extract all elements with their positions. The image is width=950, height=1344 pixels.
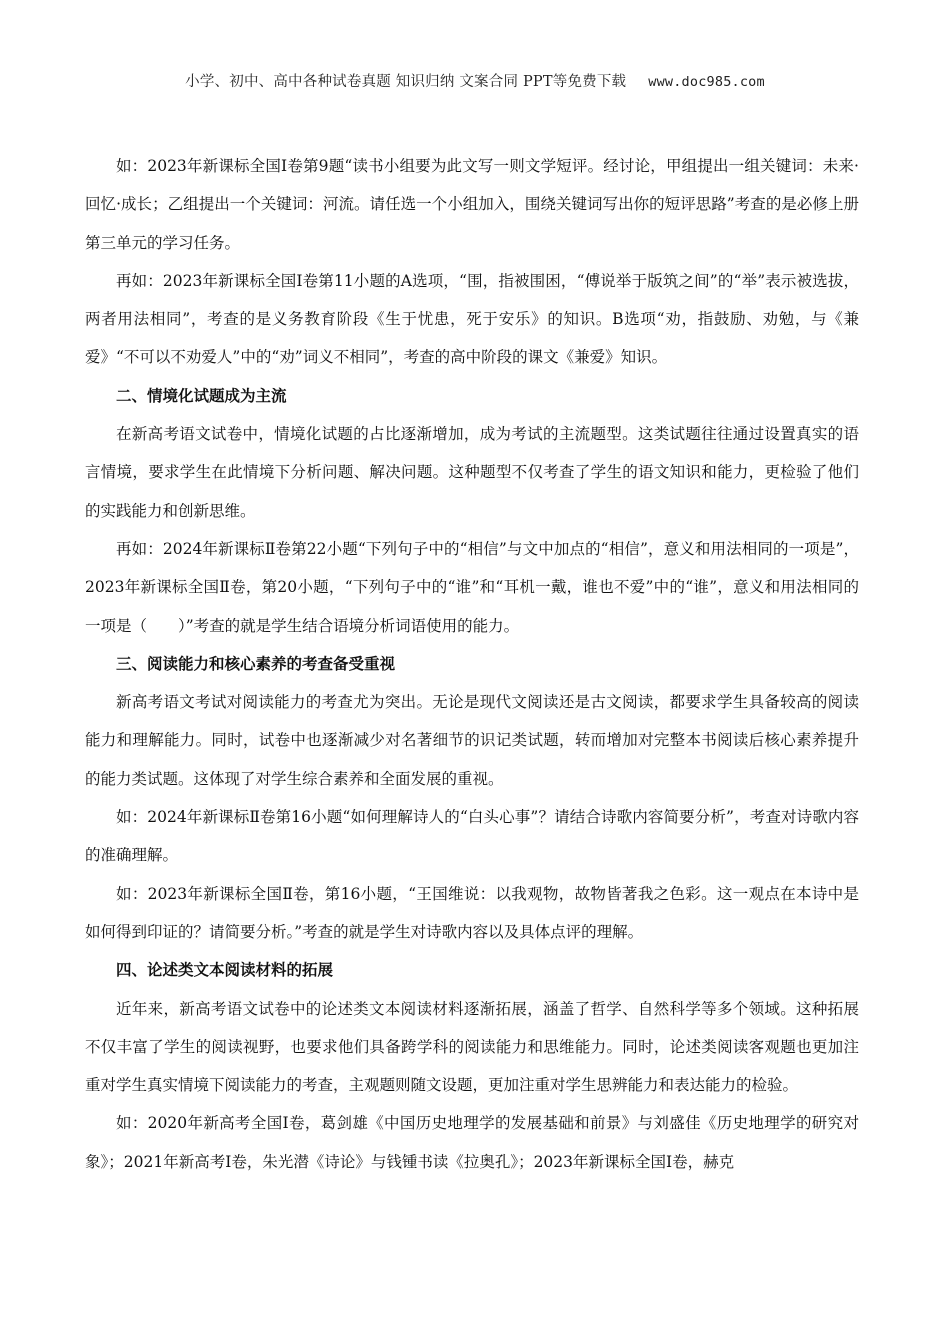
section-heading-2: 二、情境化试题成为主流 [116,386,287,405]
header-site-url: www.doc985.com [648,74,765,90]
document-body [85,147,859,1181]
paragraph-example-2024-q16: 如：2024年新课标Ⅱ卷第16小题“如何理解诗人的“白头心事”？请结合诗歌内容简要分析”，考查对诗歌内容的准确理解。 [85,808,859,865]
paragraph-argumentative-texts: 近年来，新高考语文试卷中的论述类文本阅读材料逐渐拓展，涵盖了哲学、自然科学等多个领域。这种拓展不仅丰富了学生的阅读视野，也要求他们具备跨学科的阅读能力和思维能力。同时，论述类阅读客观题也更加注重对学生真实情境下阅读能力的考查，主观题则随文设题，更加注重对学生思辨能力和表达能力的检验。 [85,999,859,1095]
paragraph-example-materials: 如：2020年新高考全国Ⅰ卷，葛剑雄《中国历史地理学的发展基础和前景》与刘盛佳《历史地理学的研究对象》；2021年新高考Ⅰ卷，朱光潜《诗论》与钱锺书读《拉奥孔》；2023年新课标全国Ⅰ卷，赫克 [85,1114,859,1171]
paragraph-situational-questions: 在新高考语文试卷中，情境化试题的占比逐渐增加，成为考试的主流题型。这类试题往往通过设置真实的语言情境，要求学生在此情境下分析问题、解决问题。这种题型不仅考查了学生的语文知识和能力，更检验了他们的实践能力和创新思维。 [85,425,859,520]
paragraph-example-2024-q22: 再如：2024年新课标Ⅱ卷第22小题“下列句子中的“相信”与文中加点的“相信”，意义和用法相同的一项是”，2023年新课标全国Ⅱ卷，第20小题，“下列句子中的“谁”和“耳机一戴，谁也不爱”中的“谁”，意义和用法相同的一项是（ ）”考查的就是学生结合语境分析词语使用的能力。 [85,539,859,635]
section-heading-3: 三、阅读能力和核心素养的考查备受重视 [116,654,396,673]
page-header [0,70,950,91]
section-heading-4: 四、论述类文本阅读材料的拓展 [116,961,334,980]
paragraph-example-2023-q16: 如：2023年新课标全国Ⅱ卷，第16小题，“王国维说：以我观物，故物皆著我之色彩。这一观点在本诗中是如何得到印证的？请简要分析。”考查的就是学生对诗歌内容以及具体点评的理解。 [85,884,859,941]
paragraph-reading-ability: 新高考语文考试对阅读能力的考查尤为突出。无论是现代文阅读还是古文阅读，都要求学生具备较高的阅读能力和理解能力。同时，试卷中也逐渐减少对名著细节的识记类试题，转而增加对完整本书阅读后核心素养提升的能力类试题。这体现了对学生综合素养和全面发展的重视。 [85,693,859,788]
header-text: 小学、初中、高中各种试卷真题 知识归纳 文案合同 PPT等免费下载 [185,74,627,90]
paragraph-example-2023-q11: 再如：2023年新课标全国Ⅰ卷第11小题的A选项，“围，指被围困，“傅说举于版筑之间”的“举”表示被选拔，两者用法相同”，考查的是义务教育阶段《生于忧患，死于安乐》的知识。B选项“劝，指鼓励、劝勉，与《兼爱》“不可以不劝爱人”中的“劝”词义不相同”，考查的高中阶段的课文《兼爱》知识。 [85,271,859,367]
paragraph-example-2023-q9: 如：2023年新课标全国Ⅰ卷第9题“读书小组要为此文写一则文学短评。经讨论，甲组提出一组关键词：未来·回忆·成长；乙组提出一个关键词：河流。请任选一个小组加入，围绕关键词写出你的短评思路”考查的是必修上册第三单元的学习任务。 [85,157,859,252]
